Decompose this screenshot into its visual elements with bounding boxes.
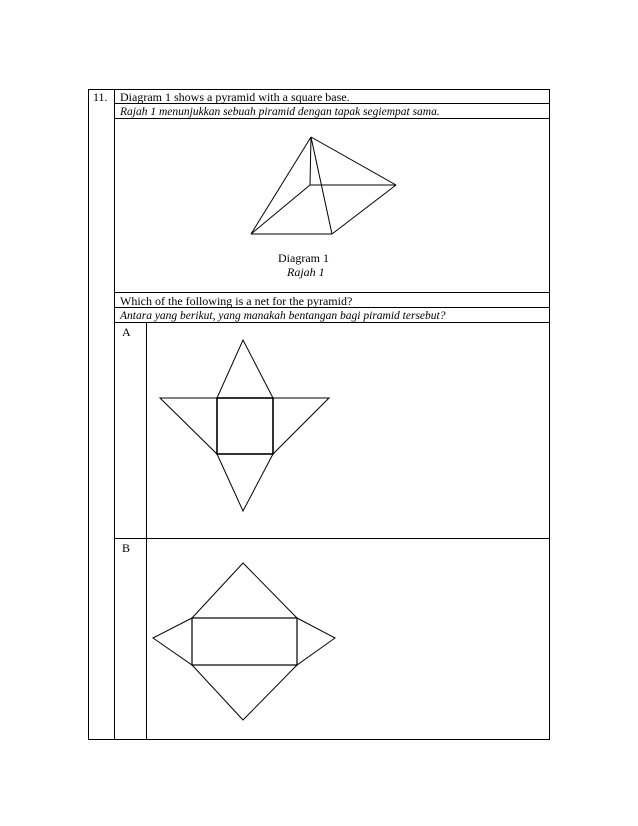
option-b-label[interactable]: B bbox=[122, 541, 131, 555]
diagram-caption-english: Diagram 1 bbox=[278, 251, 329, 265]
prompt-english: Which of the following is a net for the pyramid? bbox=[120, 294, 353, 308]
intro-malay: Rajah 1 menunjukkan sebuah piramid dengan tapak segiempat sama. bbox=[120, 106, 440, 118]
diagram-caption-malay: Rajah 1 bbox=[287, 265, 325, 279]
question-number: 11. bbox=[93, 90, 108, 104]
prompt-malay: Antara yang berikut, yang manakah bentangan bagi piramid tersebut? bbox=[120, 310, 446, 322]
option-a-label[interactable]: A bbox=[122, 325, 131, 339]
intro-english: Diagram 1 shows a pyramid with a square base. bbox=[120, 90, 350, 104]
